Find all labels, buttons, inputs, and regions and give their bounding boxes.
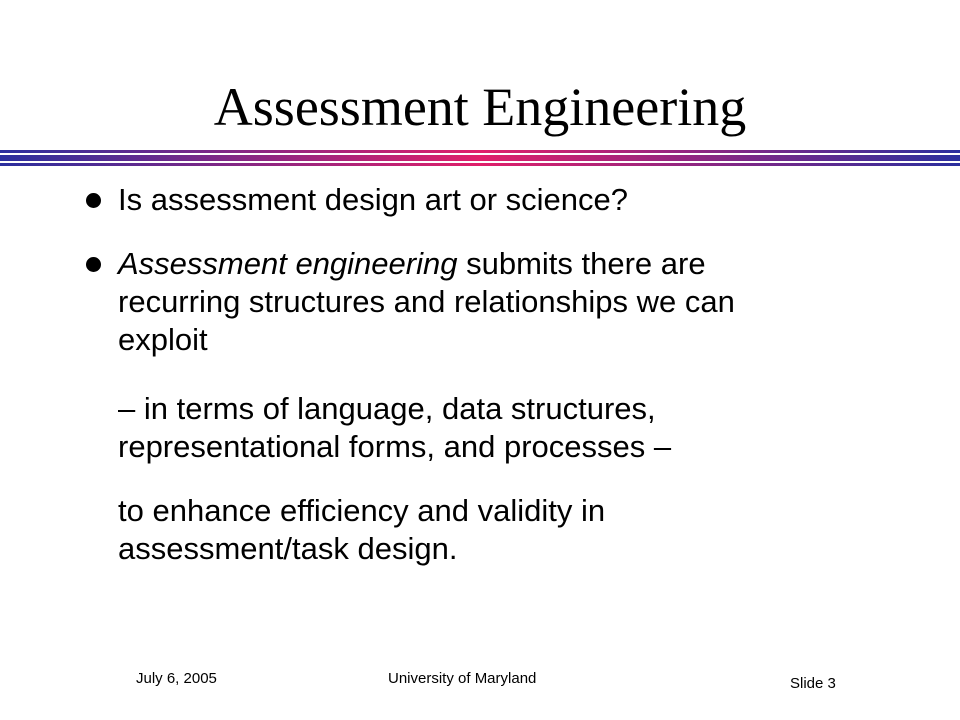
sub-paragraph-1-line-2: representational forms, and processes –: [118, 429, 672, 464]
footer-slide-number: Slide 3: [790, 675, 836, 692]
title-divider: [0, 150, 960, 170]
sub-paragraph-1-line-1: – in terms of language, data structures,: [118, 391, 656, 426]
bullet-icon: [86, 193, 101, 208]
footer-date: July 6, 2005: [136, 670, 217, 687]
sub-paragraph-2-line-1: to enhance efficiency and validity in: [118, 493, 606, 528]
footer-organization: University of Maryland: [388, 670, 537, 687]
slide-title: Assessment Engineering: [213, 77, 747, 137]
divider-line-middle: [0, 155, 960, 161]
emphasis-term: Assessment engineering: [118, 246, 458, 281]
bullet-text-1: Is assessment design art or science?: [118, 182, 629, 217]
bullet-2-line-3: exploit: [118, 322, 208, 357]
divider-line-top: [0, 150, 960, 153]
sub-paragraph-1: [118, 390, 898, 466]
bullet-2-line-1-rest: submits there are: [457, 246, 706, 281]
sub-paragraph-2: [118, 492, 898, 568]
bullet-2-line-2: recurring structures and relationships we can: [118, 284, 735, 319]
bullet-icon: [86, 257, 101, 272]
sub-paragraph-2-line-2: assessment/task design.: [118, 531, 458, 566]
bullet-text-2: [118, 245, 898, 359]
divider-line-bottom: [0, 163, 960, 166]
bullet-2-line-1: [118, 245, 898, 283]
